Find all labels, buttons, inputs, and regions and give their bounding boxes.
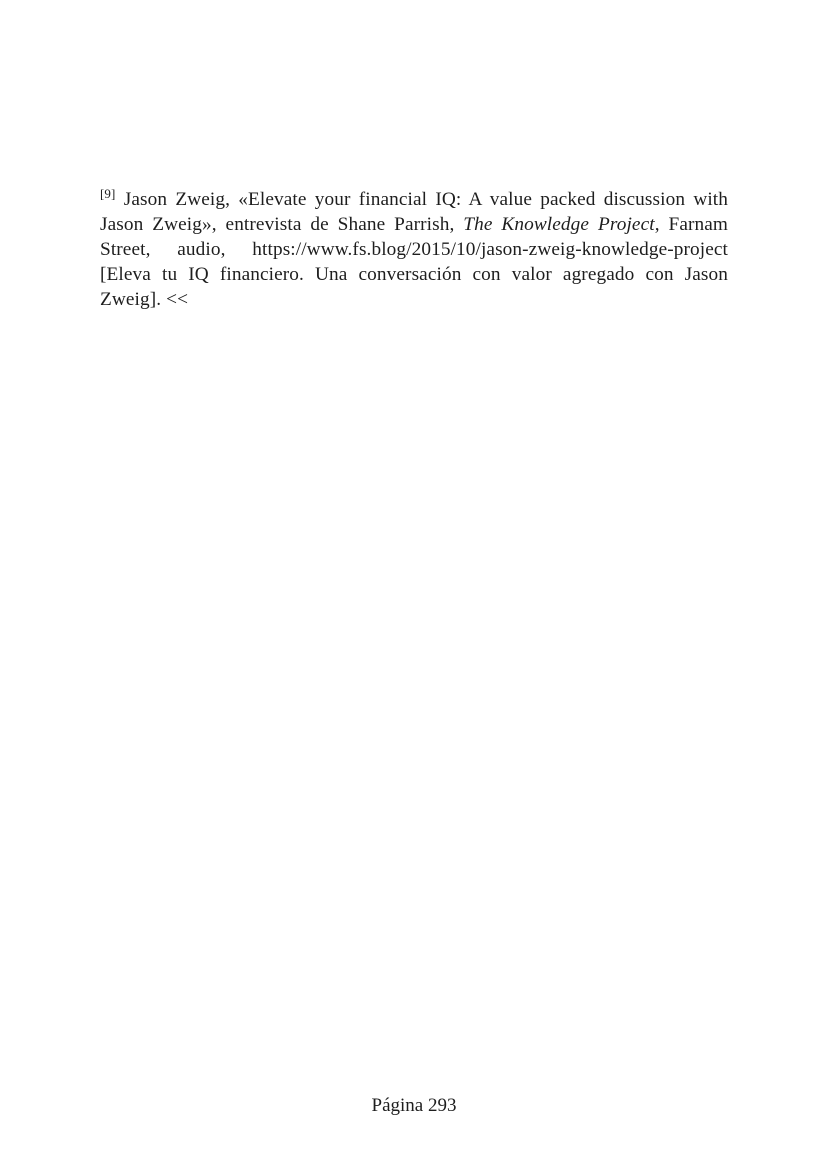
footnote-text-1: Jason Zweig, «Elevate your financial IQ: A value packed discussion with Jason Zweig», entrevista de Shane Parrish,: [100, 189, 728, 236]
footnote-work-title: The Knowledge Project: [463, 214, 655, 236]
footnote-backlink[interactable]: <<: [166, 289, 189, 311]
page-number: Página 293: [371, 1095, 457, 1116]
footnote-paragraph: [100, 187, 728, 312]
page-footer: [0, 1093, 828, 1118]
footnote-marker-link[interactable]: [9]: [100, 186, 116, 202]
footnote-text-2: , Farnam Street, audio, https://www.fs.blog/2015/10/jason-zweig-knowledge-project [Eleva tu IQ financiero. Una conversación con valor agregado con Jason Zweig].: [100, 214, 728, 311]
